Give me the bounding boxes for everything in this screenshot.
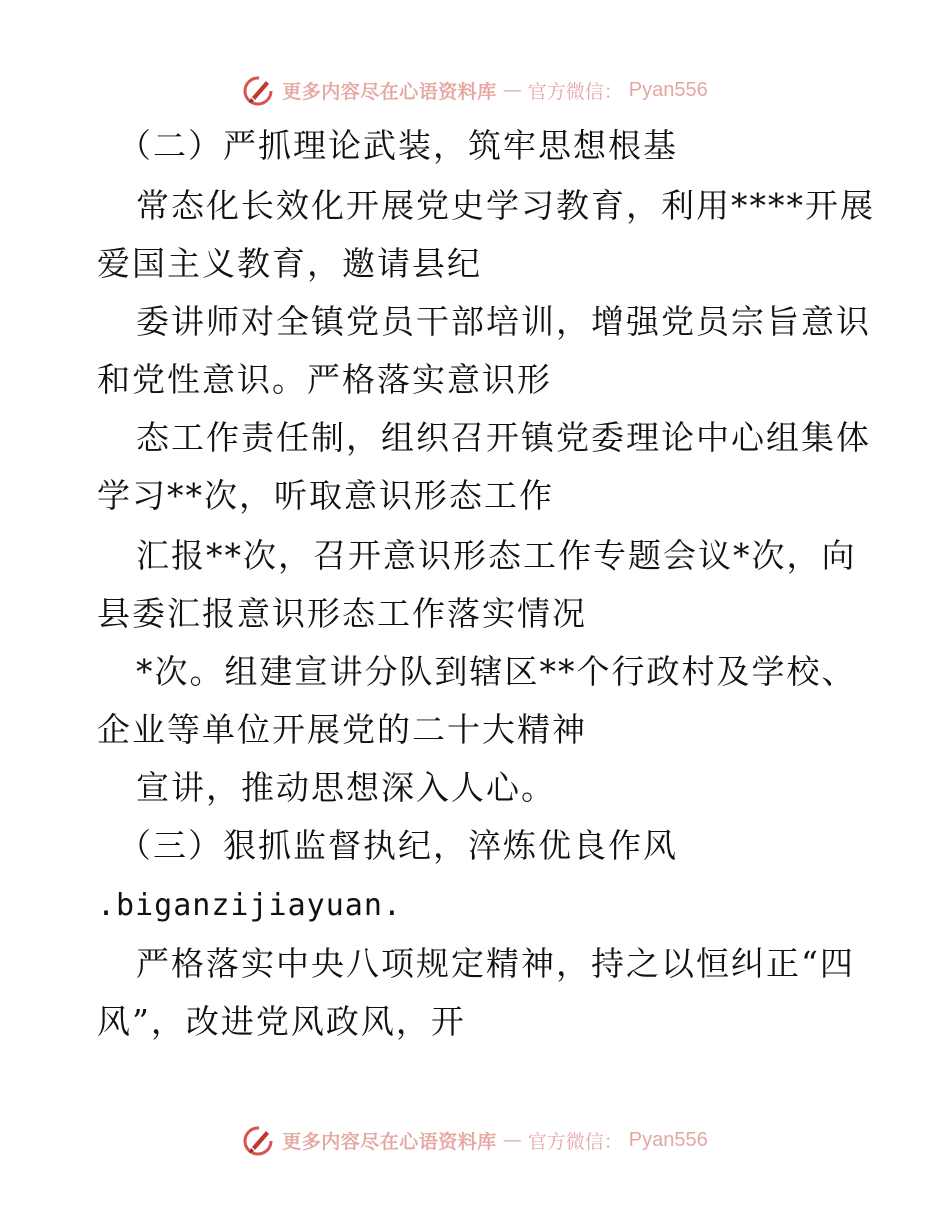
- footer-watermark: [0, 1120, 950, 1160]
- watermark-wechat-label: 官方微信：: [527, 1130, 623, 1153]
- paragraph-line: *次。组建宣讲分队到辖区**个行政村及学校、: [136, 652, 857, 691]
- section-heading: （三）狠抓监督执纪，淬炼优良作风: [118, 826, 678, 865]
- watermark-dash: —: [502, 1129, 522, 1151]
- paragraph-line: .biganzijiayuan.: [97, 888, 402, 923]
- paragraph-line: 风”，改进党风政风，开: [97, 1002, 466, 1041]
- watermark-wechat-id: Pyan556: [628, 1128, 708, 1151]
- paragraph-line: 态工作责任制，组织召开镇党委理论中心组集体: [136, 418, 871, 457]
- paragraph-line: 汇报**次，召开意识形态工作专题会议*次，向: [136, 536, 857, 575]
- watermark-group: [242, 1123, 708, 1157]
- paragraph-line: 企业等单位开展党的二十大精神: [97, 710, 587, 749]
- watermark-wechat-label: 官方微信：: [527, 80, 623, 103]
- paragraph-line: 委讲师对全镇党员干部培训，增强党员宗旨意识: [136, 302, 871, 341]
- paragraph-line: 宣讲，推动思想深入人心。: [136, 768, 556, 807]
- paragraph-line: 和党性意识。严格落实意识形: [97, 360, 552, 399]
- header-watermark: [0, 70, 950, 110]
- paragraph-line: 学习**次，听取意识形态工作: [97, 476, 554, 515]
- watermark-brand-text: 更多内容尽在心语资料库: [282, 80, 497, 103]
- watermark-wechat-id: Pyan556: [628, 78, 708, 101]
- watermark-dash: —: [502, 79, 522, 101]
- paragraph-line: 县委汇报意识形态工作落实情况: [97, 594, 587, 633]
- section-heading: （二）严抓理论武装，筑牢思想根基: [118, 126, 678, 165]
- quill-logo-icon: [242, 1123, 276, 1157]
- watermark-group: [242, 73, 708, 107]
- quill-logo-icon: [242, 73, 276, 107]
- paragraph-line: 严格落实中央八项规定精神，持之以恒纠正“四: [136, 944, 855, 983]
- paragraph-line: 常态化长效化开展党史学习教育，利用****开展: [136, 186, 875, 225]
- watermark-brand-text: 更多内容尽在心语资料库: [282, 1130, 497, 1153]
- paragraph-line: 爱国主义教育，邀请县纪: [97, 244, 482, 283]
